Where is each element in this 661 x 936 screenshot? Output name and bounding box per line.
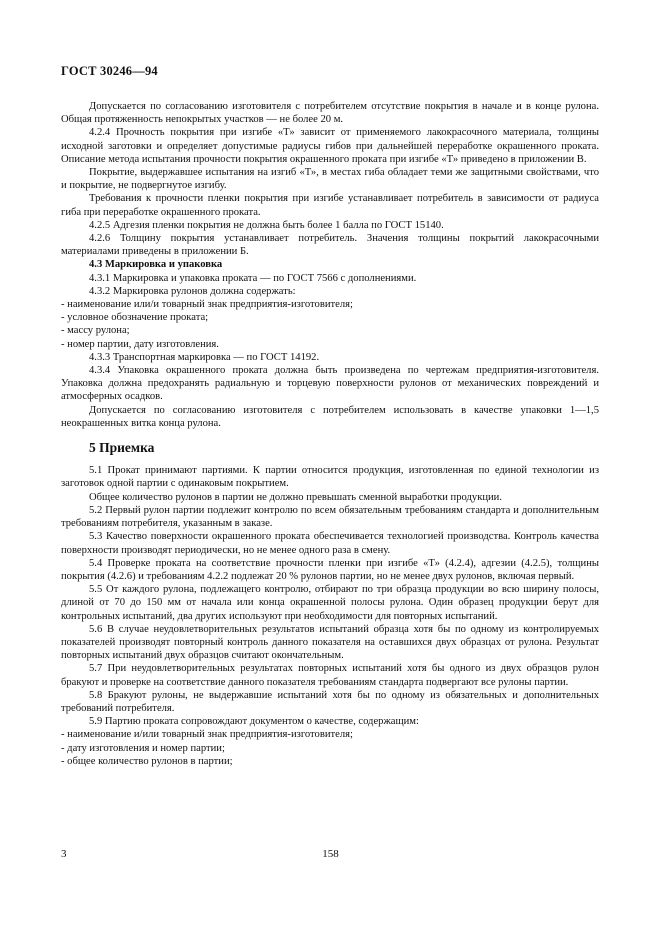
paragraph: 4.2.4 Прочность покрытия при изгибе «Т» зависит от применяемого лакокрасочного материала, толщины исходной заготовки и определяет допустимые радиусы гибов при дальнейшей переработке окрашенного проката. Описание метода испытания прочности покрытия окрашенного проката при изгибе «Т» приведено в приложении В. (61, 127, 599, 165)
paragraph: 5.8 Бракуют рулоны, не выдержавшие испытаний хотя бы по одному из обязательных и дополнительных требований потребителя. (61, 689, 599, 714)
subsection-heading: 4.3 Маркировка и упаковка (89, 259, 223, 271)
paragraph: 5.7 При неудовлетворительных результатах повторных испытаний хотя бы одного из двух образцов рулон бракуют и проверке на соответствие данного показателя требованиям стандарта подвергают все рулоны партии. (61, 663, 599, 688)
paragraph: 4.3.2 Маркировка рулонов должна содержать: (89, 285, 296, 297)
paragraph: Покрытие, выдержавшее испытания на изгиб «Т», в местах гиба обладает теми же защитными свойствами, что и покрытие, не подвергнутое изгибу. (61, 167, 599, 192)
paragraph: 4.3.4 Упаковка окрашенного проката должна быть произведена по чертежам предприятия-изготовителя. Упаковка должна предохранять радиальную и торцевую поверхности рулонов от механических повреждений и атмосферных осадков. (61, 365, 599, 403)
paragraph: 5.1 Прокат принимают партиями. К партии относится продукция, изготовленная по единой технологии из заготовок одной партии с одинаковым покрытием. (61, 465, 599, 490)
document-header: ГОСТ 30246—94 (61, 64, 158, 78)
paragraph: 4.2.5 Адгезия пленки покрытия не должна быть более 1 балла по ГОСТ 15140. (89, 219, 444, 231)
paragraph: Допускается по согласованию изготовителя с потребителем использовать в качестве упаковки 1—1,5 неокрашенных витка конца рулона. (61, 404, 599, 429)
paragraph: 5.9 Партию проката сопровождают документом о качестве, содержащим: (89, 716, 419, 728)
list-item: - условное обозначение проката; (61, 312, 209, 324)
paragraph: Общее количество рулонов в партии не должно превышать сменной выработки продукции. (89, 491, 502, 503)
section-title: 5 Приемка (89, 440, 155, 456)
paragraph: 5.2 Первый рулон партии подлежит контролю по всем обязательным требованиям стандарта и дополнительным требованиям потребителя, указанным в заказе. (61, 504, 599, 530)
list-item: - массу рулона; (61, 325, 130, 337)
paragraph: 4.2.6 Толщину покрытия устанавливает потребитель. Значения толщины покрытий лакокрасочными материалами приведены в приложении Б. (61, 233, 599, 258)
list-item: - номер партии, дату изготовления. (61, 338, 219, 350)
list-item: - дату изготовления и номер партии; (61, 742, 225, 754)
page-number-local: 3 (61, 848, 67, 860)
paragraph: 5.3 Качество поверхности окрашенного проката обеспечивается технологией производства. Контроль качества поверхности производят периодически, но не менее одного раза в смену. (61, 531, 599, 556)
document-body (61, 100, 599, 768)
paragraph: 5.4 Проверке проката на соответствие прочности пленки при изгибе «Т» (4.2.4), адгезии (4.2.5), толщины покрытия (4.2.6) и требованиям 4.2.2 подлежат 20 % рулонов партии, но не менее двух рулонов, включая первый. (61, 557, 599, 582)
list-item: - общее количество рулонов в партии; (61, 755, 233, 767)
paragraph: 4.3.1 Маркировка и упаковка проката — по ГОСТ 7566 с дополнениями. (89, 272, 417, 284)
paragraph: Допускается по согласованию изготовителя с потребителем отсутствие покрытия в начале и в конце рулона. Общая протяженность непокрытых участков — не более 20 м. (61, 101, 599, 126)
list-item: - наименование или/и товарный знак предприятия-изготовителя; (61, 299, 353, 311)
list-item: - наименование и/или товарный знак предприятия-изготовителя; (61, 729, 353, 741)
paragraph: 4.3.3 Транспортная маркировка — по ГОСТ 14192. (89, 351, 320, 363)
page-number-global: 158 (322, 848, 339, 860)
paragraph: 5.6 В случае неудовлетворительных результатов испытаний образца хотя бы по одному из контролируемых показателей производят повторный контроль данного показателя на оставшихся двух образцах от рулона. Результат повторных испытаний двух образцов считают окончательным. (61, 623, 599, 662)
paragraph: Требования к прочности пленки покрытия при изгибе устанавливает потребитель в зависимости от радиуса гиба при переработке окрашенного проката. (61, 193, 599, 218)
paragraph: 5.5 От каждого рулона, подлежащего контролю, отбирают по три образца продукции во всю ширину полосы, длиной от 70 до 150 мм от начала или конца окрашенной полосы рулона. Один образец продукции берут для контрольных испытаний, два других используют при необходимости для повторных испытаний. (61, 584, 599, 622)
